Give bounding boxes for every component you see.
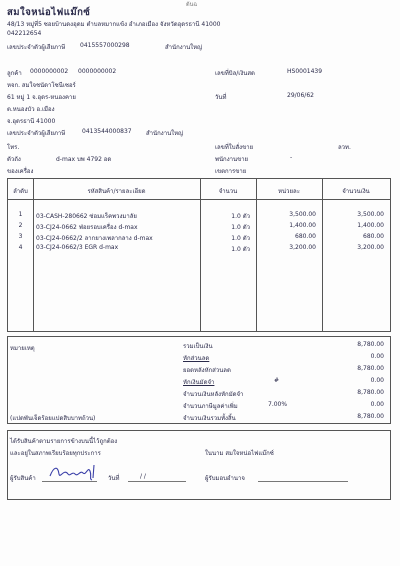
items-table (7, 178, 391, 332)
row-description: 03-CJ24-0662/2 ลากยางเพลากลาง d-max (36, 235, 153, 242)
sales-label: พนักงานขาย (215, 156, 249, 163)
header-divider (8, 199, 390, 200)
row-description: 03-CASH-280662 ซ่อมแร็คพวงมาลัย (36, 213, 137, 220)
grand-total-label: จำนวนเงินรวมทั้งสิ้น (183, 415, 236, 422)
customer-tax-label: เลขประจำตัวผู้เสียภาษี (7, 130, 66, 137)
row-no: 4 (18, 244, 23, 251)
receipt-line-1: ได้รับสินค้าตามรายการข้างบนนี้ไว้ถูกต้อง (10, 438, 118, 445)
vehicle-value: d-max บพ 4792 อด (56, 156, 112, 163)
due-label: เขตการขาย (215, 168, 247, 175)
doc-date-label: วันที่ (215, 94, 227, 101)
vat-rate: 7.00% (268, 401, 288, 408)
row-price: 3,500.00 (289, 211, 316, 218)
amount-in-words: (แปดพันเจ็ดร้อยแปดสิบบาทถ้วน) (10, 415, 96, 422)
original-mark: ต้นฉ (186, 2, 198, 8)
header-price: หน่วยละ (278, 188, 300, 195)
after-deposit-label: จำนวนเงินหลังหักมัดจำ (183, 391, 244, 398)
company-name: สมใจหน่อไฟแม๊กซ์ (7, 7, 91, 18)
col-divider (322, 179, 323, 331)
customer-code-label: ลูกค้า (7, 70, 22, 77)
row-no: 3 (18, 233, 23, 240)
doc-no: HS0001439 (287, 68, 323, 75)
header-description: รหัสสินค้า/รายละเอียด (87, 188, 146, 195)
doc-date: 29/06/62 (287, 92, 314, 99)
receiver-label: ผู้รับสินค้า (10, 475, 36, 482)
vat-value: 0.00 (370, 401, 384, 408)
col-divider (256, 179, 257, 331)
receive-date-line (128, 481, 186, 482)
customer-branch: สำนักงานใหญ่ (146, 130, 184, 137)
row-price: 680.00 (295, 233, 316, 240)
row-qty: 1.0 ตัว (231, 235, 250, 242)
vehicle-label: ตัวถัง (7, 156, 21, 163)
total-label: รวมเป็นเงิน (183, 343, 213, 350)
after-discount-value: 8,780.00 (357, 365, 384, 372)
customer-code-2: 0000000002 (78, 68, 117, 75)
row-amount: 680.00 (363, 233, 384, 240)
header-amount: จำนวนเงิน (342, 188, 370, 195)
row-price: 1,400.00 (289, 222, 316, 229)
remark-label: หมายเหตุ (10, 345, 35, 352)
company-tax-id: 0415557000298 (80, 42, 130, 49)
row-no: 1 (18, 211, 23, 218)
receive-date-label: วันที่ (108, 475, 120, 482)
company-tax-label: เลขประจำตัวผู้เสียภาษี (7, 44, 66, 51)
company-address: 48/13 หมู่ที่5 ซอยบ้านดงอุดม ตำบลหมากแข้ง อำเภอเมือง จังหวัดอุดรธานี 41000 (7, 21, 221, 28)
row-qty: 1.0 ตัว (231, 246, 250, 253)
receipt-line-2: และอยู่ในสภาพเรียบร้อยทุกประการ (10, 450, 101, 457)
col-divider (33, 179, 34, 331)
header-qty: จำนวน (218, 188, 238, 195)
row-description: 03-CJ24-0662/3 EGR d-max (36, 244, 119, 251)
deposit-value: 0.00 (370, 377, 384, 384)
company-phone: 042212654 (7, 30, 42, 37)
engine-label: ของเครื่อง (7, 168, 34, 175)
deposit-mark: # (274, 377, 280, 384)
row-qty: 1.0 ตัว (231, 224, 250, 231)
customer-address-2: ต.หนองบัว อ.เมือง (7, 106, 55, 113)
row-description: 03-CJ24-0662 ฟ่อยรอบเครื่อง d-max (36, 224, 138, 231)
customer-tax-id: 0413544000837 (82, 128, 132, 135)
authorized-label: ผู้รับมอบอำนาจ (205, 475, 245, 482)
receive-date-blank: / / (140, 473, 146, 480)
header-no: ลำดับ (13, 188, 28, 195)
terms-label: ลวท. (338, 144, 351, 151)
customer-name: หจก. สมใจชนัดาโซนีเซอร์ (7, 82, 76, 89)
row-amount: 1,400.00 (357, 222, 384, 229)
discount-value: 0.00 (370, 353, 384, 360)
discount-label: หักส่วนลด (183, 355, 210, 362)
vat-label: จำนวนภาษีมูลค่าเพิ่ม (183, 403, 238, 410)
after-discount-label: ยอดหลังหักส่วนลด (183, 367, 231, 374)
row-qty: 1.0 ตัว (231, 213, 250, 220)
ref-label: เลขที่ใบสั่งขาย (215, 144, 254, 151)
customer-phone-label: โทร. (7, 144, 20, 151)
total-value: 8,780.00 (357, 341, 384, 348)
grand-total-value: 8,780.00 (357, 413, 384, 420)
authorized-sign-line (258, 481, 348, 482)
handwritten-signature (48, 462, 100, 482)
row-no: 2 (18, 222, 23, 229)
row-amount: 3,500.00 (357, 211, 384, 218)
row-price: 3,200.00 (289, 244, 316, 251)
deposit-label: หักเงินมัดจำ (183, 379, 215, 386)
customer-address-3: จ.อุดรธานี 41000 (7, 118, 56, 125)
customer-code: 0000000002 (30, 68, 69, 75)
company-sign-label: ในนาม สมใจหน่อไฟแม๊กซ์ (205, 450, 274, 457)
row-amount: 3,200.00 (357, 244, 384, 251)
sales-value: - (290, 154, 293, 161)
doc-no-label: เลขที่บิล/เงินสด (215, 70, 255, 77)
customer-address-1: 61 หมู่ 1 จ.อุดร-หนองคาย (7, 94, 76, 101)
col-divider (200, 179, 201, 331)
after-deposit-value: 8,780.00 (357, 389, 384, 396)
company-branch: สำนักงานใหญ่ (165, 44, 203, 51)
